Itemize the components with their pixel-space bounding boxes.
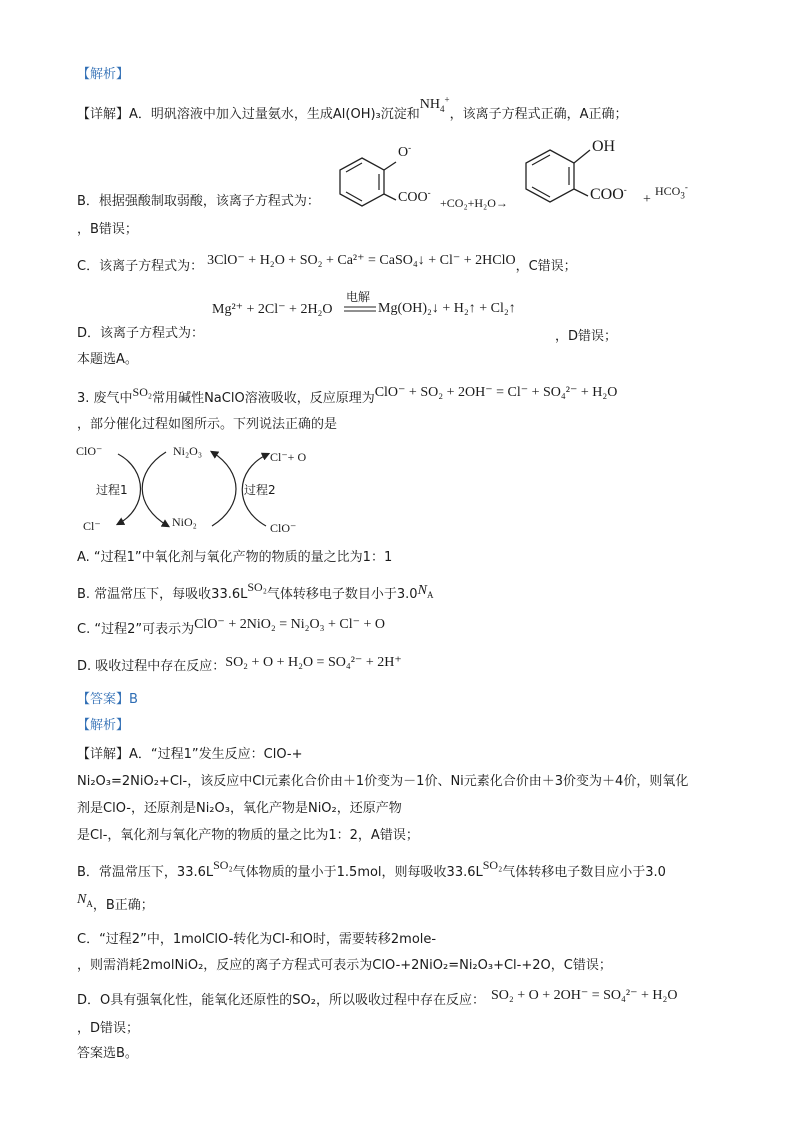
explain-1: 【详解】A．“过程1”发生反应：ClO-+ xyxy=(77,747,303,762)
salicylate-structure xyxy=(520,138,640,218)
explain-7: C．“过程2”中，1molClO-转化为Cl-和O时，需要转移2mole- xyxy=(77,932,437,947)
cycle-ni2o3: Ni₂O₃ xyxy=(173,444,203,458)
analysis-tag-2: 【解析】 xyxy=(77,718,130,733)
equation-d-right: Mg(OH)₂↓ + H₂↑ + Cl₂↑ xyxy=(378,301,516,316)
cycle-clo-bottom: ClO⁻ xyxy=(270,521,297,535)
option-a: A. “过程1”中氧化剂与氧化产物的物质的量之比为1：1 xyxy=(77,550,393,565)
option-b: B. 常温常压下，每吸收33.6LSO₂气体转移电子数目小于$3.0N_A$ xyxy=(77,580,434,602)
explain-3: 剂是ClO-，还原剂是Ni₂O₃，氧化产物是NiO₂，还原产物 xyxy=(77,801,402,816)
detail-d: D．该离子方程式为： xyxy=(77,326,205,341)
detail-a-tail: ，该离子方程式正确，A正确； xyxy=(449,107,628,122)
analysis-tag: 【解析】 xyxy=(77,67,130,82)
explain-2: Ni₂O₃=2NiO₂+Cl-，该反应中Cl元素化合价由＋1价变为－1价、Ni元素化合价由＋3价变为＋4价，则氧化 xyxy=(77,774,689,789)
detail-a-lead: 【详解】A．明矾溶液中加入过量氨水，生成Al(OH)₃沉淀和 xyxy=(77,107,420,122)
cycle-nio2: NiO₂ xyxy=(172,515,197,529)
bicarbonate: $HCO_3^-$ xyxy=(655,182,688,201)
nh4-formula: $NH_4^+$ xyxy=(419,94,450,114)
equation-d-left: Mg²⁺ + 2Cl⁻ + 2H₂O xyxy=(212,302,333,317)
detail-a xyxy=(77,94,628,124)
cycle-process1: 过程1 xyxy=(96,483,128,497)
explain-6: $N_A$，B正确； xyxy=(77,892,154,913)
phenolate-structure xyxy=(332,150,452,220)
answer-tag: 【答案】B xyxy=(77,692,138,707)
explain-9: D．O具有强氧化性，能氧化还原性的SO₂，所以吸收过程中存在反应： SO₂ + O + 2OH⁻ = SO₄²⁻ + H₂O xyxy=(77,988,678,1008)
explain-4: 是Cl-，氧化剂与氧化产物的物质的量之比为1：2，A错误； xyxy=(77,828,419,843)
carboxylate-2: COO- xyxy=(590,184,627,203)
explain-8: ，则需消耗2molNiO₂，反应的离子方程式可表示为ClO-+2NiO₂=Ni₂O₃+Cl-+2O，C错误； xyxy=(77,958,612,973)
option-d: D. 吸收过程中存在反应：SO₂ + O + H₂O = SO₄²⁻ + 2H⁺ xyxy=(77,655,402,674)
electrolysis-label: 电解 xyxy=(346,290,371,304)
equation-c: 3ClO⁻ + H₂O + SO₂ + Ca²⁺ = CaSO₄↓ + Cl⁻ + 2HClO xyxy=(207,253,516,268)
detail-c: C．该离子方程式为： 3ClO⁻ + H₂O + SO₂ + Ca²⁺ = CaSO₄↓ + Cl⁻ + 2HClO，C错误； xyxy=(77,253,577,274)
detail-b: B．根据强酸制取弱酸，该离子方程式为： xyxy=(77,194,320,209)
final-answer: 答案选B。 xyxy=(77,1046,138,1061)
detail-b-wrong: ，B错误； xyxy=(77,222,138,237)
phenolate-o: O- xyxy=(398,142,412,160)
reactants-plus: +CO₂+H₂O→ xyxy=(440,196,508,210)
carboxylate-1: COO- xyxy=(398,187,431,205)
q3-stem-cont: ，部分催化过程如图所示。下列说法正确的是 xyxy=(77,417,338,432)
detail-d-wrong: ，D错误； xyxy=(555,329,618,344)
q3-stem: 3. 废气中SO₂常用碱性NaClO溶液吸收，反应原理为ClO⁻ + SO₂ + 2OH⁻ = Cl⁻ + SO₄²⁻ + H₂O xyxy=(77,385,618,406)
products-plus: + xyxy=(643,192,651,207)
cycle-process2: 过程2 xyxy=(244,483,276,497)
option-c: C. “过程2”可表示为ClO⁻ + 2NiO₂ = Ni₂O₃ + Cl⁻ + O xyxy=(77,617,385,637)
cycle-clo-top: ClO⁻ xyxy=(76,444,103,458)
hydroxyl-oh: OH xyxy=(592,138,616,155)
cycle-cl-o: Cl⁻+ O xyxy=(270,450,307,464)
electrolysis-equals xyxy=(344,306,376,312)
explain-5: B．常温常压下，33.6LSO₂气体物质的量小于1.5mol，则每吸收33.6LSO₂气体转移电子数目应小于3.0 xyxy=(77,858,666,880)
cycle-cl-bottom: Cl⁻ xyxy=(83,519,101,533)
explain-10: ，D错误； xyxy=(77,1021,140,1036)
section1-answer: 本题选A。 xyxy=(77,352,138,367)
